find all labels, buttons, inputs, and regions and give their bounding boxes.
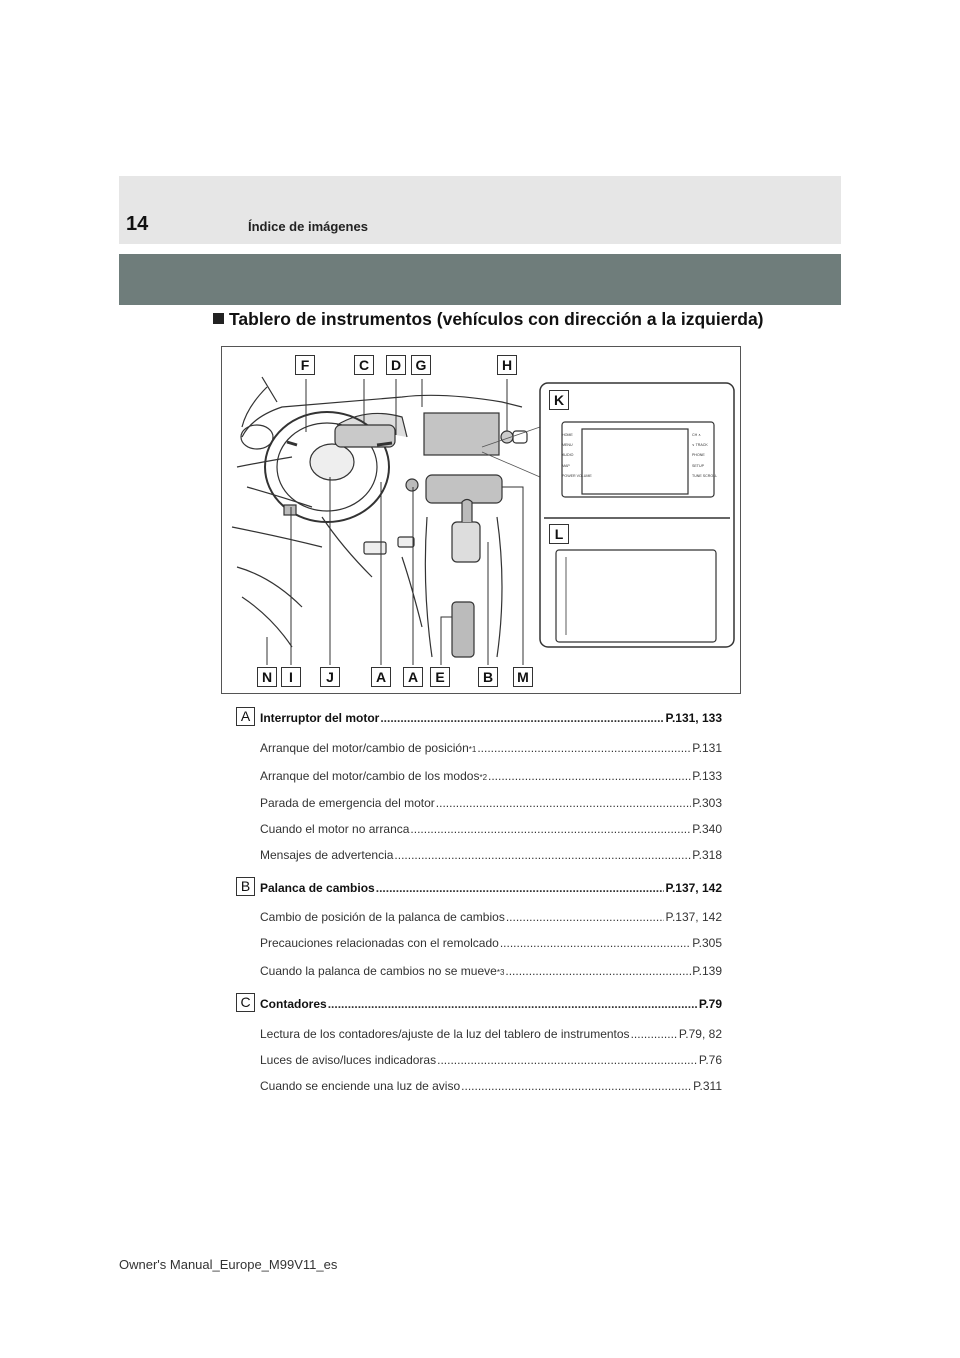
dashboard-illustration — [221, 346, 741, 694]
callout-h: H — [497, 355, 517, 375]
callout-k: K — [549, 390, 569, 410]
list-item: Arranque del motor/cambio de posición *1 ..... P.131 — [260, 741, 722, 755]
list-item: Cuando el motor no arranca ..... P.340 — [260, 822, 722, 836]
title-band — [119, 254, 841, 305]
callout-f: F — [295, 355, 315, 375]
page-number: 14 — [126, 213, 149, 235]
callout-a-1: A — [371, 667, 391, 687]
list-item: Precauciones relacionadas con el remolcado ..... P.305 — [260, 936, 722, 950]
list-item: Cuando la palanca de cambios no se mueve *3 ..... P.139 — [260, 964, 722, 978]
group-c-marker: C — [236, 993, 255, 1012]
callout-e: E — [430, 667, 450, 687]
group-a-marker: A — [236, 707, 255, 726]
callout-b: B — [478, 667, 498, 687]
list-item: Mensajes de advertencia ..... P.318 — [260, 848, 722, 862]
group-b-title: Palanca de cambios ..... P.137, 142 — [260, 881, 722, 895]
callout-i: I — [281, 667, 301, 687]
callout-n: N — [257, 667, 277, 687]
radio-right-buttons: CH ∧ ∨ TRACK PHONE SETUP TUNE SCROLL — [692, 433, 718, 478]
radio-left-buttons: HOME MENU AUDIO MAP POWER VOLUME — [562, 433, 592, 478]
callout-c: C — [354, 355, 374, 375]
callout-a-2: A — [403, 667, 423, 687]
group-c-title: Contadores ..... P.79 — [260, 997, 722, 1011]
list-item: Lectura de los contadores/ajuste de la luz del tablero de instrumentos ..... P.79, 82 — [260, 1027, 722, 1041]
callout-g: G — [411, 355, 431, 375]
group-b-marker: B — [236, 877, 255, 896]
list-item: Cambio de posición de la palanca de cambios ..... P.137, 142 — [260, 910, 722, 924]
callout-l: L — [549, 524, 569, 544]
list-item: Cuando se enciende una luz de aviso ..... P.311 — [260, 1079, 722, 1093]
list-item: Arranque del motor/cambio de los modos *2 ..... P.133 — [260, 769, 722, 783]
callout-m: M — [513, 667, 533, 687]
section-title: Índice de imágenes — [248, 219, 368, 234]
header-band — [119, 176, 841, 244]
callout-d: D — [386, 355, 406, 375]
square-bullet-icon — [213, 313, 224, 324]
group-a-title: Interruptor del motor ..... P.131, 133 — [260, 711, 722, 725]
footer-manual-id: Owner's Manual_Europe_M99V11_es — [119, 1257, 338, 1272]
callout-j: J — [320, 667, 340, 687]
dashboard-drawing — [222, 347, 740, 693]
list-item: Parada de emergencia del motor ..... P.303 — [260, 796, 722, 810]
list-item: Luces de aviso/luces indicadoras ..... P.76 — [260, 1053, 722, 1067]
section-heading: Tablero de instrumentos (vehículos con dirección a la izquierda) — [213, 309, 764, 330]
